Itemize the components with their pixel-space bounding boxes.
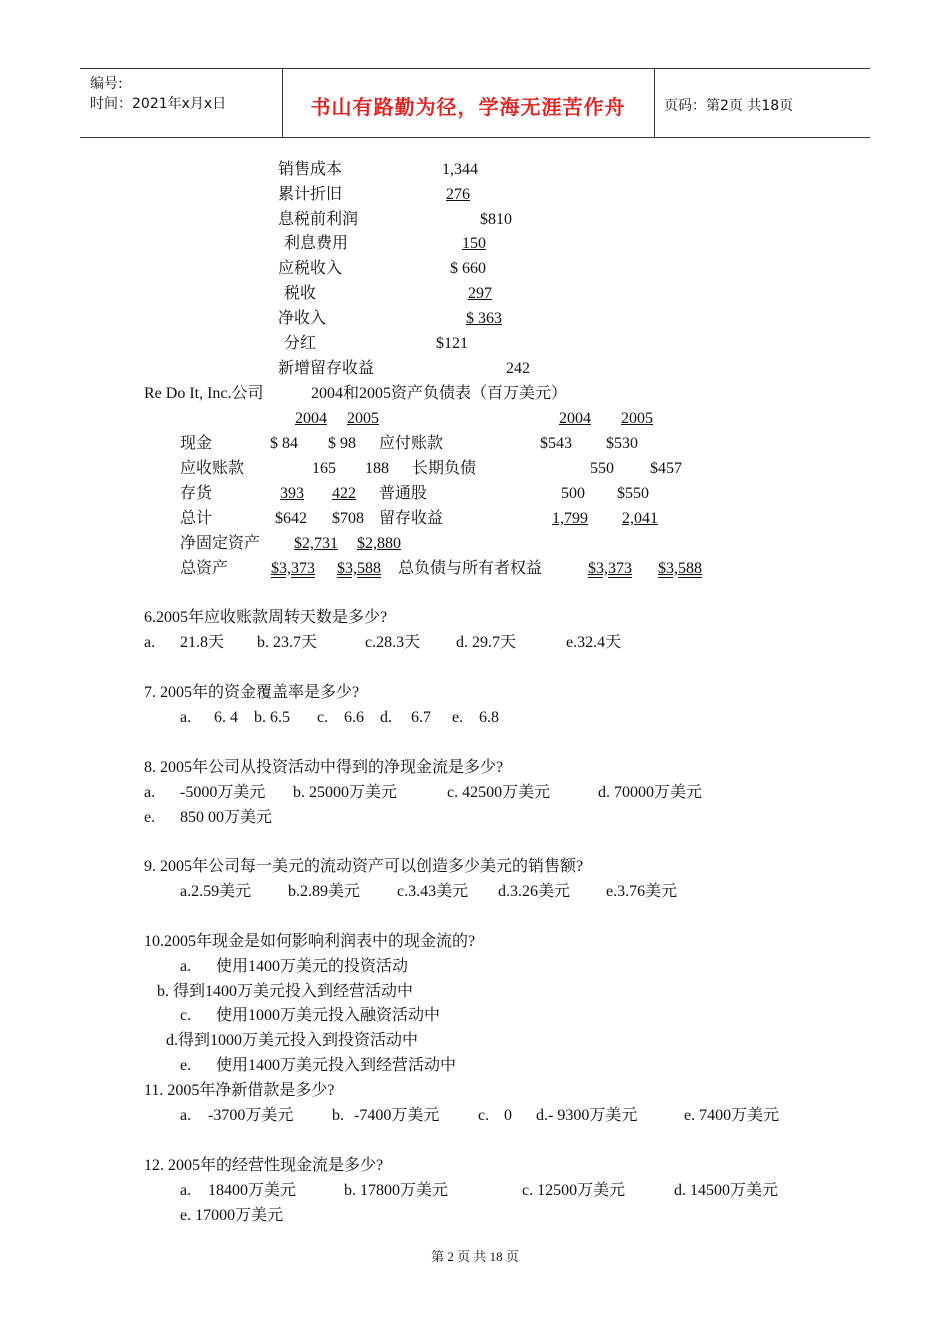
page-header <box>80 68 870 138</box>
liability-2004: 550 <box>590 460 614 477</box>
asset-2004: $3,373 <box>271 560 315 577</box>
income-value: $ 660 <box>450 260 486 277</box>
income-value: 1,344 <box>442 161 478 178</box>
option-b: b. 得到1400万美元投入到经营活动中 <box>157 983 414 1000</box>
option-a: a. <box>144 784 156 801</box>
option-d: d.- 9300万美元 <box>536 1107 638 1124</box>
option-c: c. <box>180 1007 192 1024</box>
serial-label: 编号: <box>90 76 123 92</box>
income-label: 新增留存收益 <box>278 360 375 377</box>
question-text: 7. 2005年的资金覆盖率是多少? <box>144 684 360 701</box>
option-a-value: -3700万美元 <box>208 1107 294 1124</box>
option-b: b. 6.5 <box>254 709 290 726</box>
year-header: 2005 <box>621 410 653 427</box>
income-value: $121 <box>436 335 468 352</box>
income-value: $810 <box>480 211 512 228</box>
balance-title: 2004和2005资产负债表（百万美元） <box>311 385 568 402</box>
liability-2004: 1,799 <box>552 510 588 527</box>
liability-label: 普通股 <box>379 485 428 502</box>
income-value: 297 <box>468 285 492 302</box>
option-c-value: 使用1000万美元投入融资活动中 <box>216 1007 441 1024</box>
question-text: 12. 2005年的经营性现金流是多少? <box>144 1157 384 1174</box>
asset-2005: $708 <box>332 510 364 527</box>
asset-2004: $642 <box>275 510 307 527</box>
liability-2004: $543 <box>540 435 572 452</box>
header-meta <box>80 69 283 137</box>
header-page-cell <box>654 69 870 137</box>
liability-2005: $530 <box>606 435 638 452</box>
option-a: a.2.59美元 <box>180 883 252 900</box>
liability-2004: 500 <box>561 485 585 502</box>
option-a-value: 18400万美元 <box>208 1182 297 1199</box>
liability-label: 长期负债 <box>412 460 477 477</box>
liability-2005: $3,588 <box>658 560 702 577</box>
income-value: $ 363 <box>466 310 502 327</box>
asset-2004: 165 <box>312 460 336 477</box>
year-header: 2005 <box>347 410 379 427</box>
company-name: Re Do It, Inc.公司 <box>144 385 264 402</box>
income-label: 销售成本 <box>278 161 343 178</box>
date-label: 时间：2021年x月x日 <box>90 96 227 112</box>
asset-2004: 393 <box>280 485 304 502</box>
question-text: 11. 2005年净新借款是多少? <box>144 1082 335 1099</box>
asset-2004: $ 84 <box>270 435 298 452</box>
question-text: 9. 2005年公司每一美元的流动资产可以创造多少美元的销售额? <box>144 858 584 875</box>
income-label: 累计折旧 <box>278 186 343 203</box>
income-value: 242 <box>506 360 530 377</box>
asset-label: 净固定资产 <box>180 535 261 552</box>
option-b: b. 17800万美元 <box>344 1182 449 1199</box>
asset-2005: $2,880 <box>357 535 401 552</box>
option-e: e.32.4天 <box>566 634 622 651</box>
question-text: 6.2005年应收账款周转天数是多少? <box>144 609 388 626</box>
option-a-value: 使用1400万美元的投资活动 <box>216 958 409 975</box>
option-c: c.3.43美元 <box>397 883 469 900</box>
option-a-value: 21.8天 <box>180 634 225 651</box>
asset-label: 存货 <box>180 485 213 502</box>
motto: 书山有路勤为径，学海无涯苦作舟 <box>310 95 626 119</box>
option-c: c. 12500万美元 <box>522 1182 626 1199</box>
year-header: 2004 <box>559 410 591 427</box>
option-e: e. 17000万美元 <box>180 1207 284 1224</box>
liability-2005: $457 <box>650 460 682 477</box>
option-c: c.28.3天 <box>365 634 421 651</box>
option-c-value: 0 <box>504 1107 512 1124</box>
asset-label: 总资产 <box>180 560 229 577</box>
option-a: a. <box>180 1182 192 1199</box>
option-e-value: 850 00万美元 <box>180 809 273 826</box>
option-d: d.3.26美元 <box>498 883 571 900</box>
asset-2005: 422 <box>332 485 356 502</box>
asset-label: 总计 <box>180 510 213 527</box>
option-e: e. 7400万美元 <box>684 1107 780 1124</box>
liability-2005: 2,041 <box>622 510 658 527</box>
option-d: d. 70000万美元 <box>598 784 703 801</box>
option-a: a. <box>180 958 192 975</box>
option-a-value: -5000万美元 <box>180 784 266 801</box>
option-e: e. <box>144 809 156 826</box>
income-label: 净收入 <box>278 310 327 327</box>
liability-label: 留存收益 <box>379 510 444 527</box>
option-a-value: 6. 4 <box>214 709 238 726</box>
income-value: 276 <box>446 186 470 203</box>
option-d: d.得到1000万美元投入到投资活动中 <box>166 1032 419 1049</box>
option-d: d. 29.7天 <box>456 634 517 651</box>
liability-label: 总负债与所有者权益 <box>398 560 543 577</box>
asset-2004: $2,731 <box>294 535 338 552</box>
question-text: 8. 2005年公司从投资活动中得到的净现金流是多少? <box>144 759 504 776</box>
asset-2005: $ 98 <box>328 435 356 452</box>
header-motto-cell <box>282 69 655 137</box>
option-a: a. <box>180 1107 192 1124</box>
option-e-value: 6.8 <box>479 709 499 726</box>
asset-2005: 188 <box>365 460 389 477</box>
option-c-value: 6.6 <box>344 709 364 726</box>
question-text: 10.2005年现金是如何影响利润表中的现金流的? <box>144 933 476 950</box>
income-label: 应税收入 <box>278 260 343 277</box>
liability-label: 应付账款 <box>379 435 444 452</box>
year-header: 2004 <box>295 410 327 427</box>
income-label: 息税前利润 <box>278 211 359 228</box>
income-label: 分红 <box>284 335 317 352</box>
asset-label: 现金 <box>180 435 213 452</box>
option-a: a. <box>180 709 192 726</box>
option-b-value: -7400万美元 <box>354 1107 440 1124</box>
option-d: d. <box>380 709 392 726</box>
option-e: e. <box>452 709 464 726</box>
option-e: e. <box>180 1057 192 1074</box>
option-b: b. <box>332 1107 344 1124</box>
option-a: a. <box>144 634 156 651</box>
option-c: c. 42500万美元 <box>447 784 551 801</box>
liability-2004: $3,373 <box>588 560 632 577</box>
income-value: 150 <box>462 235 486 252</box>
asset-2005: $3,588 <box>337 560 381 577</box>
option-b: b. 23.7天 <box>257 634 318 651</box>
page-info: 页码：第2页 共18页 <box>664 98 794 114</box>
option-c: c. <box>317 709 329 726</box>
option-b: b.2.89美元 <box>288 883 361 900</box>
option-d-value: 6.7 <box>411 709 431 726</box>
liability-2005: $550 <box>617 485 649 502</box>
option-b: b. 25000万美元 <box>293 784 398 801</box>
page-footer: 第 2 页 共 18 页 <box>431 1249 519 1264</box>
asset-label: 应收账款 <box>180 460 245 477</box>
option-c: c. <box>478 1107 490 1124</box>
income-label: 利息费用 <box>284 235 349 252</box>
option-e: e.3.76美元 <box>606 883 678 900</box>
income-label: 税收 <box>284 285 317 302</box>
option-e-value: 使用1400万美元投入到经营活动中 <box>216 1057 457 1074</box>
option-d: d. 14500万美元 <box>674 1182 779 1199</box>
